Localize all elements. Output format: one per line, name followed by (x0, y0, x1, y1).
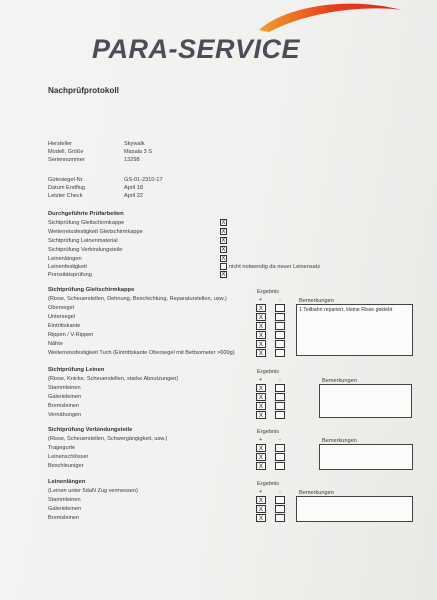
logo-text: PARA-SERVICE (92, 34, 301, 64)
lines-row-label: Stammleinen (48, 385, 81, 391)
canopy-row-label: Weiterreissfestigkeit Tuch (Eintrittskante Obersegel mit Bettsometer >600g) (48, 350, 235, 356)
lengths-plus-cell[interactable]: X (256, 514, 266, 522)
lines-remarks-box[interactable] (319, 384, 412, 418)
lines-plus-cell[interactable]: X (256, 393, 266, 401)
paraglider-logo-icon (255, 0, 405, 36)
canopy-minus-cell[interactable] (275, 349, 285, 357)
canopy-remarks-box[interactable] (296, 304, 413, 356)
lines-subtitle: (Risse, Knicke, Scheuerstellen, starke Abnutzungen) (48, 376, 179, 382)
lengths-row-label: Galerieleinen (48, 506, 81, 512)
canopy-minus-cell[interactable] (275, 313, 285, 321)
lengths-minus-cell[interactable] (275, 496, 285, 504)
lines-plus-cell[interactable]: X (256, 402, 266, 410)
document-title: Nachprüfprotokoll (48, 86, 119, 95)
work-title: Durchgeführte Prüfarbeiten (48, 211, 124, 217)
work-item: Sichtprüfung Verbindungsteile (48, 247, 123, 253)
lengths-minus-cell[interactable] (275, 514, 285, 522)
lengths-row-label: Stammleinen (48, 497, 81, 503)
work-checkbox[interactable]: X (221, 256, 226, 262)
lengths-row-label: Bremsleinen (48, 515, 80, 521)
canopy-remarks-text: 1 Teilbahn repariert, kleine Risse geklebt (299, 307, 393, 313)
serial-label: Seriennummer (48, 157, 85, 163)
lengths-result-label: Ergebnis (257, 481, 280, 487)
lines-minus-cell[interactable] (275, 411, 285, 419)
lines-row-label: Bremsleinen (48, 403, 80, 409)
canopy-row-label: Eintrittskante (48, 323, 81, 329)
canopy-plus-cell[interactable]: X (256, 322, 266, 330)
canopy-row-label: Untersegel (48, 314, 76, 320)
lengths-minus-cell[interactable] (275, 505, 285, 513)
lengths-subtitle: (Leinen unter 5daN Zug vermessen) (48, 488, 138, 494)
serial-value: 13298 (124, 157, 140, 163)
connectors-row-label: Beschleuniger (48, 463, 84, 469)
work-item: Sichtprüfung Gleitschirmkappe (48, 220, 125, 226)
work-item: Porositätsprüfung (48, 272, 92, 278)
lengths-minus-header: - (279, 489, 281, 495)
lengths-plus-header: + (259, 489, 263, 495)
work-checkbox[interactable]: X (221, 247, 226, 253)
lines-minus-cell[interactable] (275, 384, 285, 392)
canopy-plus-cell[interactable]: X (256, 331, 266, 339)
work-item: Leinenlängen (48, 256, 82, 262)
connectors-remarks-box[interactable] (319, 444, 413, 470)
connectors-minus-cell[interactable] (275, 453, 285, 461)
canopy-row-label: Rippen / V-Rippen (48, 332, 94, 338)
lines-minus-cell[interactable] (275, 393, 285, 401)
model-value: Masala 3 S (124, 149, 152, 155)
canopy-minus-cell[interactable] (275, 322, 285, 330)
connectors-row-label: Leinenschlösser (48, 454, 89, 460)
manufacturer-label: Hersteller (48, 141, 72, 147)
lines-minus-header: - (279, 377, 281, 383)
canopy-subtitle: (Risse, Scheuerstellen, Dehnung, Beschichtung, Reparaturstellen, usw.) (48, 296, 227, 302)
canopy-plus-cell[interactable]: X (256, 340, 266, 348)
work-item: Sichtprüfung Leinenmaterial (48, 238, 118, 244)
canopy-minus-cell[interactable] (275, 340, 285, 348)
lines-row-label: Vernähungen (48, 412, 82, 418)
connectors-result-label: Ergebnis (257, 429, 280, 435)
canopy-result-label: Ergebnis (257, 289, 280, 295)
lengths-plus-cell[interactable]: X (256, 505, 266, 513)
canopy-row-label: Obersegel (48, 305, 74, 311)
canopy-plus-header: + (259, 297, 263, 303)
lengths-remarks-label: Bemerkungen (299, 490, 334, 496)
canopy-minus-cell[interactable] (275, 331, 285, 339)
canopy-plus-cell[interactable]: X (256, 349, 266, 357)
connectors-plus-cell[interactable]: X (256, 453, 266, 461)
work-checkbox[interactable]: X (221, 238, 226, 244)
lengths-remarks-box[interactable] (296, 496, 413, 522)
work-checkbox[interactable]: X (221, 272, 226, 278)
seal-value: GS-01-2310-17 (124, 177, 163, 183)
work-checkbox[interactable]: X (221, 229, 226, 235)
work-note: nicht notwendig da neuer Leinensatz (229, 264, 321, 270)
connectors-minus-cell[interactable] (275, 462, 285, 470)
lines-plus-cell[interactable]: X (256, 411, 266, 419)
lengths-plus-cell[interactable]: X (256, 496, 266, 504)
connectors-remarks-label: Bemerkungen (322, 438, 357, 444)
canopy-remarks-label: Bemerkungen (299, 298, 334, 304)
last-check-label: Letzter Check (48, 193, 83, 199)
connectors-minus-cell[interactable] (275, 444, 285, 452)
manufacturer-value: Skywalk (124, 141, 145, 147)
work-item: Weiterreissfestigkeit Gleitschirmkappe (48, 229, 143, 235)
first-flight-value: April 18 (124, 185, 143, 191)
seal-label: Gütesiegel-Nr. (48, 177, 84, 183)
canopy-plus-cell[interactable]: X (256, 313, 266, 321)
canopy-title: Sichtprüfung Gleitschirmkappe (48, 287, 135, 293)
model-label: Modell, Größe (48, 149, 84, 155)
lengths-title: Leinenlängen (48, 479, 86, 485)
connectors-minus-header: - (279, 437, 281, 443)
connectors-plus-cell[interactable]: X (256, 462, 266, 470)
lines-title: Sichtprüfung Leinen (48, 367, 105, 373)
connectors-row-label: Tragegurte (48, 445, 76, 451)
lines-plus-header: + (259, 377, 263, 383)
work-checkbox[interactable]: X (221, 220, 226, 226)
work-checkbox[interactable] (220, 263, 227, 270)
work-item: Leinenfestigkeit (48, 264, 87, 270)
canopy-minus-cell[interactable] (275, 304, 285, 312)
lines-result-label: Ergebnis (257, 369, 280, 375)
lines-plus-cell[interactable]: X (256, 384, 266, 392)
lines-row-label: Galerieleinen (48, 394, 81, 400)
canopy-plus-cell[interactable]: X (256, 304, 266, 312)
lines-minus-cell[interactable] (275, 402, 285, 410)
lines-remarks-label: Bemerkungen (322, 378, 357, 384)
connectors-title: Sichtprüfung Verbindungsteile (48, 427, 133, 433)
last-check-value: April 22 (124, 193, 143, 199)
connectors-subtitle: (Risse, Scheuerstellen, Schwergängigkeit, usw.) (48, 436, 168, 442)
connectors-plus-header: + (259, 437, 263, 443)
first-flight-label: Datum Erstflug (48, 185, 85, 191)
canopy-minus-header: - (279, 297, 281, 303)
canopy-row-label: Nähte (48, 341, 63, 347)
connectors-plus-cell[interactable]: X (256, 444, 266, 452)
